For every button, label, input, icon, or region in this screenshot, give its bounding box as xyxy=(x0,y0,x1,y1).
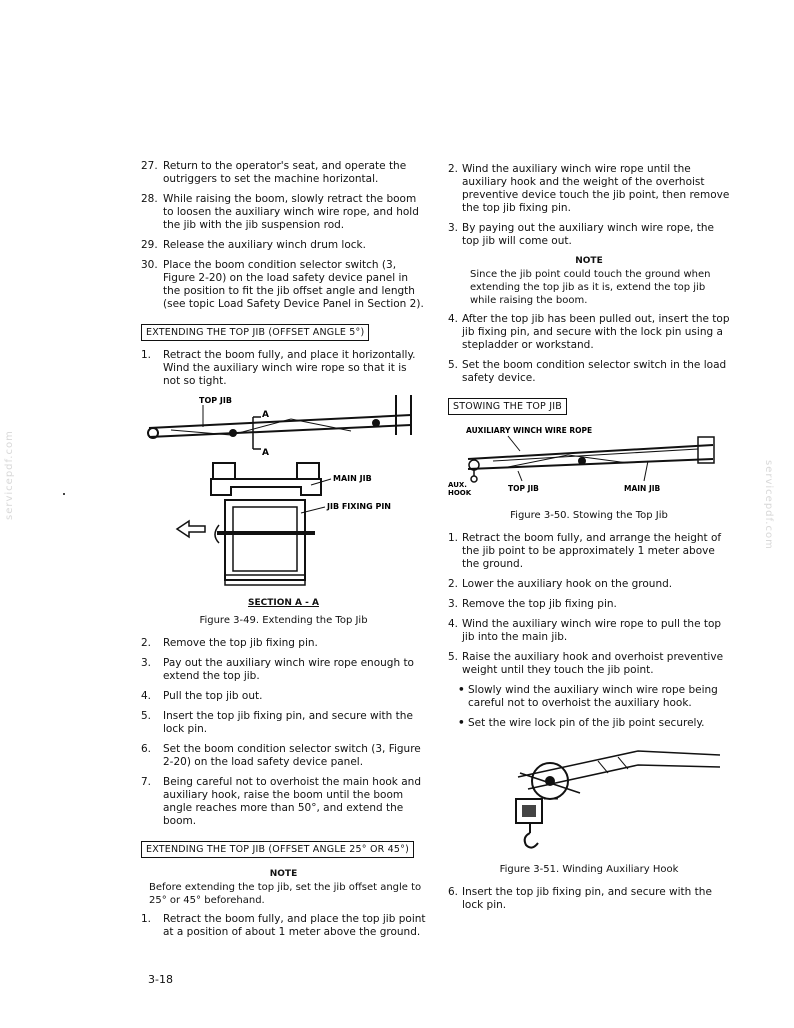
item-number: 28. xyxy=(141,193,158,205)
item-text: Release the auxiliary winch drum lock. xyxy=(163,239,366,251)
label-main-jib: MAIN JIB xyxy=(624,484,661,493)
list-item xyxy=(141,160,426,186)
item-text: Lower the auxiliary hook on the ground. xyxy=(462,578,673,590)
item-text: Place the boom condition selector switch (3, Figure 2-20) on the load safety device panel in the position to fit the jib offset angle and length (see topic Load Safety Device Panel in Section 2). xyxy=(163,259,424,310)
list-item xyxy=(141,193,426,232)
item-text: Retract the boom fully, and place it horizontally. Wind the auxiliary winch wire rope so that it is not so tight. xyxy=(163,349,416,387)
watermark-right: servicepdf.com xyxy=(763,460,774,550)
bullet-item xyxy=(458,684,730,710)
item-text: Return to the operator's seat, and operate the outriggers to set the machine horizontal. xyxy=(163,160,407,185)
list-item xyxy=(448,359,730,385)
item-text: Set the boom condition selector switch in the load safety device. xyxy=(462,359,727,384)
list-item xyxy=(448,313,730,352)
item-number: 29. xyxy=(141,239,158,251)
list-item xyxy=(141,710,426,736)
list-item xyxy=(448,651,730,677)
bullet-item xyxy=(458,717,730,730)
list-item xyxy=(448,618,730,644)
list-item xyxy=(448,222,730,248)
label-aux-winch-wire-rope: AUXILIARY WINCH WIRE ROPE xyxy=(466,426,593,435)
label-aux: AUX. xyxy=(448,481,467,489)
bullet-icon: • xyxy=(458,717,465,729)
item-number: 4. xyxy=(141,690,152,702)
item-text: Retract the boom fully, and place the top jib point at a position of about 1 meter above the ground. xyxy=(163,913,426,938)
list-item xyxy=(448,598,730,611)
item-text: Remove the top jib fixing pin. xyxy=(462,598,617,610)
label-main-jib: MAIN JIB xyxy=(333,474,372,483)
item-number: 1. xyxy=(141,349,152,361)
item-number: 3. xyxy=(141,657,152,669)
item-text: Wind the auxiliary winch wire rope until the auxiliary hook and the weight of the overhoist preventive device touch the jib point, then remove the top jib fixing pin. xyxy=(462,163,730,214)
item-text: Remove the top jib fixing pin. xyxy=(163,637,318,649)
list-item xyxy=(141,637,426,650)
figure-3-49 xyxy=(141,395,426,627)
item-text: Set the boom condition selector switch (3, Figure 2-20) on the load safety device panel. xyxy=(163,743,421,768)
item-text: Raise the auxiliary hook and overhoist preventive weight until they touch the jib point. xyxy=(462,651,724,676)
item-number: 7. xyxy=(141,776,152,788)
item-text: Wind the auxiliary winch wire rope to pull the top jib into the main jib. xyxy=(462,618,722,643)
item-number: 5. xyxy=(141,710,152,722)
list-item xyxy=(141,913,426,939)
list-item xyxy=(141,239,426,252)
section-a-a-label: SECTION A - A xyxy=(248,598,319,608)
bullet-text: Slowly wind the auxiliary winch wire rope being careful not to overhoist the auxiliary hook. xyxy=(468,684,718,709)
label-top-jib: TOP JIB xyxy=(508,484,539,493)
item-text: Insert the top jib fixing pin, and secure with the lock pin. xyxy=(462,886,712,911)
item-number: 4. xyxy=(448,618,459,630)
bullet-icon: • xyxy=(458,684,465,696)
item-number: 1. xyxy=(448,532,459,544)
item-number: 2. xyxy=(141,637,152,649)
figure-caption: Figure 3-51. Winding Auxiliary Hook xyxy=(499,864,679,875)
list-item xyxy=(448,532,730,571)
item-number: 2. xyxy=(448,163,459,175)
item-number: 1. xyxy=(141,913,152,925)
label-a-bottom: A xyxy=(262,448,269,458)
note-text: Since the jib point could touch the ground when extending the top jib as it is, extend the top jib while raising the boom. xyxy=(470,269,711,306)
page-number: 3-18 xyxy=(148,973,173,986)
list-item xyxy=(141,349,426,388)
item-number: 6. xyxy=(141,743,152,755)
item-number: 6. xyxy=(448,886,459,898)
list-item xyxy=(141,690,426,703)
label-a-top: A xyxy=(262,410,269,420)
winding-aux-hook-diagram xyxy=(448,737,730,855)
item-number: 2. xyxy=(448,578,459,590)
item-text: After the top jib has been pulled out, insert the top jib fixing pin, and secure with the lock pin using a stepladder or workstand. xyxy=(462,313,730,351)
item-text: By paying out the auxiliary winch wire rope, the top jib will come out. xyxy=(462,222,714,247)
list-item xyxy=(141,259,426,311)
extending-top-jib-diagram xyxy=(141,395,426,595)
right-column xyxy=(448,163,730,919)
figure-caption: Figure 3-50. Stowing the Top Jib xyxy=(510,510,668,521)
watermark-left: servicepdf.com xyxy=(4,430,15,520)
note-label: NOTE xyxy=(575,256,603,266)
item-number: 27. xyxy=(141,160,158,172)
bullet-text: Set the wire lock pin of the jib point securely. xyxy=(468,717,705,729)
label-hook: HOOK xyxy=(448,489,472,497)
list-item xyxy=(448,163,730,215)
item-number: 3. xyxy=(448,222,459,234)
section-heading-stowing: STOWING THE TOP JIB xyxy=(448,398,567,415)
item-number: 3. xyxy=(448,598,459,610)
figure-caption: Figure 3-49. Extending the Top Jib xyxy=(199,615,368,626)
section-heading-extend-25-45: EXTENDING THE TOP JIB (OFFSET ANGLE 25° OR 45°) xyxy=(141,841,414,858)
list-item xyxy=(448,578,730,591)
label-jib-fixing-pin: JIB FIXING PIN xyxy=(327,502,392,511)
note-label: NOTE xyxy=(269,869,298,879)
item-text: Being careful not to overhoist the main hook and auxiliary hook, raise the boom until the boom angle reaches more than 50°, and extend the boom. xyxy=(163,776,421,827)
note-text: Before extending the top jib, set the jib offset angle to 25° or 45° beforehand. xyxy=(149,882,422,906)
item-text: Pull the top jib out. xyxy=(163,690,263,702)
list-item xyxy=(141,776,426,828)
item-number: 4. xyxy=(448,313,459,325)
item-text: Insert the top jib fixing pin, and secure with the lock pin. xyxy=(163,710,413,735)
left-column xyxy=(141,160,426,946)
item-text: Pay out the auxiliary winch wire rope enough to extend the top jib. xyxy=(163,657,414,682)
figure-3-51 xyxy=(448,737,730,876)
list-item xyxy=(448,886,730,912)
figure-3-50 xyxy=(448,423,730,522)
label-top-jib: TOP JIB xyxy=(199,396,232,405)
list-item xyxy=(141,743,426,769)
item-number: 5. xyxy=(448,651,459,663)
item-number: 5. xyxy=(448,359,459,371)
item-number: 30. xyxy=(141,259,158,271)
item-text: Retract the boom fully, and arrange the height of the jib point to be approximately 1 meter above the ground. xyxy=(462,532,722,570)
stowing-top-jib-diagram xyxy=(448,423,730,501)
section-heading-extend-5: EXTENDING THE TOP JIB (OFFSET ANGLE 5°) xyxy=(141,324,369,341)
list-item xyxy=(141,657,426,683)
scan-speck xyxy=(63,493,65,495)
item-text: While raising the boom, slowly retract the boom to loosen the auxiliary winch wire rope, and hold the jib with the jib suspension rod. xyxy=(163,193,419,231)
